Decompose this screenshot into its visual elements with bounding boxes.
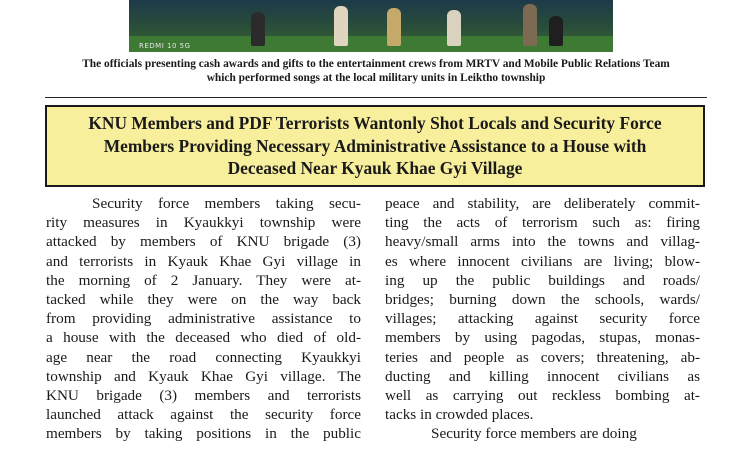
body-line: township and Kyauk Khae Gyi village. The xyxy=(46,367,361,385)
body-line: launched attack against the security force xyxy=(46,406,361,424)
body-line: a house with the deceased who died of old- xyxy=(46,329,361,347)
body-line: ing up the public buildings and roads/ xyxy=(385,271,700,289)
body-line: KNU brigade (3) members and terrorists xyxy=(46,387,361,405)
body-line: ting the acts of terrorism such as: firing xyxy=(385,214,700,232)
body-line: es where innocent civilians are living; blow- xyxy=(385,252,700,270)
body-line: members by using pagodas, stupas, monas- xyxy=(385,329,700,347)
caption-line: The officials presenting cash awards and gifts to the entertainment crews from MRTV and Mobile Public Relations Team xyxy=(82,58,670,70)
headline-line: Deceased Near Kyauk Khae Gyi Village xyxy=(227,158,523,179)
body-line: Security force members are doing xyxy=(431,425,637,443)
article-column-right xyxy=(385,194,700,444)
body-line: rity measures in Kyaukkyi township were xyxy=(46,214,361,232)
person-figure xyxy=(334,6,348,46)
body-line: villages; attacking against security force xyxy=(385,310,700,328)
body-line: Security force members taking secu- xyxy=(92,195,361,212)
person-figure xyxy=(549,16,563,46)
body-line: well as carrying out reckless bombing at- xyxy=(385,387,700,405)
body-line: tacked while they were on the way back xyxy=(46,291,361,309)
person-figure xyxy=(387,8,401,46)
camera-stamp: REDMI 10 5G xyxy=(139,42,191,50)
body-line: heavy/small arms into the towns and villag- xyxy=(385,233,700,251)
person-figure xyxy=(447,10,461,46)
stage-floor xyxy=(129,36,613,52)
headline-line: KNU Members and PDF Terrorists Wantonly Shot Locals and Security Force xyxy=(88,113,662,134)
article-headline xyxy=(88,112,661,180)
person-figure xyxy=(251,12,265,46)
body-line: attacked by members of KNU brigade (3) xyxy=(46,233,361,251)
body-line: ducting and killing innocent civilians as xyxy=(385,367,700,385)
headline-box xyxy=(45,105,705,187)
body-line: from providing administrative assistance to xyxy=(46,310,361,328)
body-line: tacks in crowded places. xyxy=(385,406,534,424)
body-line: age near the road connecting Kyaukkyi xyxy=(46,348,361,366)
body-line: peace and stability, are deliberately commit- xyxy=(385,195,700,212)
article-column-left xyxy=(46,194,361,444)
caption-line: which performed songs at the local military units in Leiktho township xyxy=(206,72,546,84)
photo-caption xyxy=(40,57,712,85)
body-line: the morning of 2 January. They were at- xyxy=(46,271,361,289)
headline-line: Members Providing Necessary Administrative Assistance to a House with xyxy=(103,135,647,156)
person-figure xyxy=(523,4,537,46)
body-line: members by taking positions in the public xyxy=(46,425,361,443)
event-photo xyxy=(129,0,613,52)
divider xyxy=(45,97,707,98)
body-line: and terrorists in Kyauk Khae Gyi village in xyxy=(46,252,361,270)
body-line: bridges; burning down the schools, wards/ xyxy=(385,291,700,309)
body-line: teries and people as covers; threatening, ab- xyxy=(385,348,700,366)
